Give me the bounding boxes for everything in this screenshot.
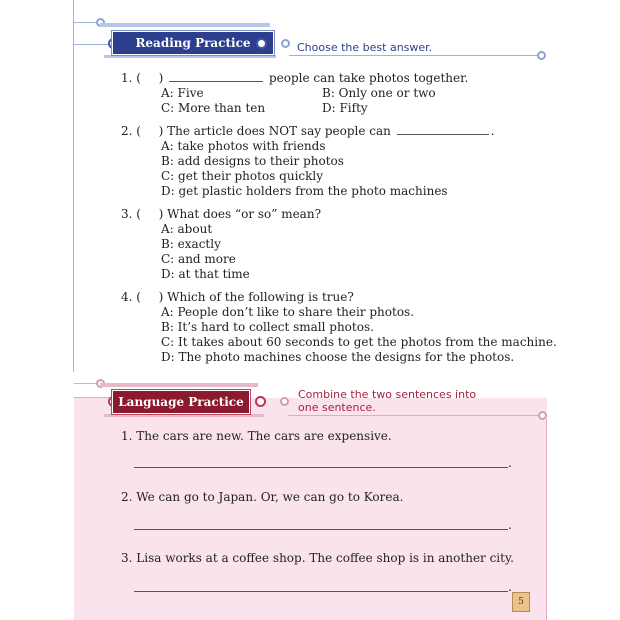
- option-c: C: It takes about 60 seconds to get the photos from the machine.: [161, 335, 557, 349]
- language-practice-title: Language Practice: [112, 390, 250, 414]
- header-ribbon-bottom: [104, 414, 264, 417]
- question-end: .: [490, 124, 495, 138]
- question-text: The article does NOT say people can: [167, 124, 391, 138]
- option-c: C: More than ten: [161, 101, 266, 115]
- option-d: D: at that time: [161, 267, 250, 281]
- ring-ornament-icon: [256, 38, 267, 49]
- header-connector-line: [74, 22, 98, 23]
- ring-ornament-icon: [255, 396, 266, 407]
- sentence-2: 2. We can go to Japan. Or, we can go to Korea.: [121, 490, 404, 504]
- answer-period: .: [508, 580, 512, 594]
- option-a: A: about: [161, 222, 213, 236]
- ring-ornament-icon: [538, 411, 547, 420]
- page-number: 5: [512, 592, 530, 612]
- ring-ornament-icon: [281, 39, 290, 48]
- question-3-stem: [121, 207, 321, 222]
- option-b: B: exactly: [161, 237, 221, 251]
- option-c: C: and more: [161, 252, 236, 266]
- header-ribbon-top: [100, 383, 258, 387]
- language-instruction: [298, 388, 476, 414]
- fill-blank[interactable]: [397, 133, 489, 135]
- reading-instruction: Choose the best answer.: [297, 41, 433, 54]
- answer-line-2[interactable]: [134, 529, 508, 530]
- option-a: A: take photos with friends: [161, 139, 326, 153]
- instruction-line: one sentence.: [298, 401, 376, 414]
- header-ribbon-bottom: [104, 55, 276, 58]
- question-2-stem: [121, 124, 495, 139]
- question-number: 3. (: [121, 207, 141, 221]
- header-underline: [289, 55, 539, 56]
- sentence-3: 3. Lisa works at a coffee shop. The coffee shop is in another city.: [121, 551, 514, 565]
- answer-period: .: [508, 456, 512, 470]
- option-b: B: It’s hard to collect small photos.: [161, 320, 374, 334]
- fill-blank[interactable]: [169, 80, 263, 82]
- option-a: A: Five: [161, 86, 204, 100]
- header-underline: [288, 415, 540, 416]
- question-text: What does “or so” mean?: [167, 207, 321, 221]
- question-paren: ): [158, 207, 164, 221]
- option-b: B: add designs to their photos: [161, 154, 344, 168]
- option-d: D: get plastic holders from the photo machines: [161, 184, 448, 198]
- answer-line-1[interactable]: [134, 467, 508, 468]
- question-paren: ): [158, 124, 164, 138]
- header-connector-line: [74, 383, 98, 384]
- instruction-line: Combine the two sentences into: [298, 388, 477, 401]
- question-text: people can take photos together.: [268, 71, 469, 85]
- option-d: D: Fifty: [322, 101, 368, 115]
- sentence-1: 1. The cars are new. The cars are expensive.: [121, 429, 392, 443]
- option-d: D: The photo machines choose the designs for the photos.: [161, 350, 515, 364]
- question-text: Which of the following is true?: [167, 290, 354, 304]
- question-1-stem: [121, 71, 468, 86]
- question-paren: ): [158, 71, 164, 85]
- option-a: A: People don’t like to share their photos.: [161, 305, 415, 319]
- left-margin-rule: [73, 0, 74, 372]
- ring-ornament-icon: [537, 51, 546, 60]
- answer-line-3[interactable]: [134, 591, 508, 592]
- header-connector-line: [74, 397, 110, 398]
- reading-practice-title: Reading Practice: [112, 31, 274, 55]
- question-number: 4. (: [121, 290, 141, 304]
- question-4-stem: [121, 290, 354, 305]
- pink-right-rule: [546, 419, 547, 620]
- header-connector-line: [74, 44, 110, 45]
- ring-ornament-icon: [280, 397, 289, 406]
- question-paren: ): [158, 290, 164, 304]
- option-b: B: Only one or two: [322, 86, 436, 100]
- question-number: 2. (: [121, 124, 141, 138]
- header-ribbon-top: [100, 23, 270, 27]
- question-number: 1. (: [121, 71, 141, 85]
- option-c: C: get their photos quickly: [161, 169, 324, 183]
- answer-period: .: [508, 518, 512, 532]
